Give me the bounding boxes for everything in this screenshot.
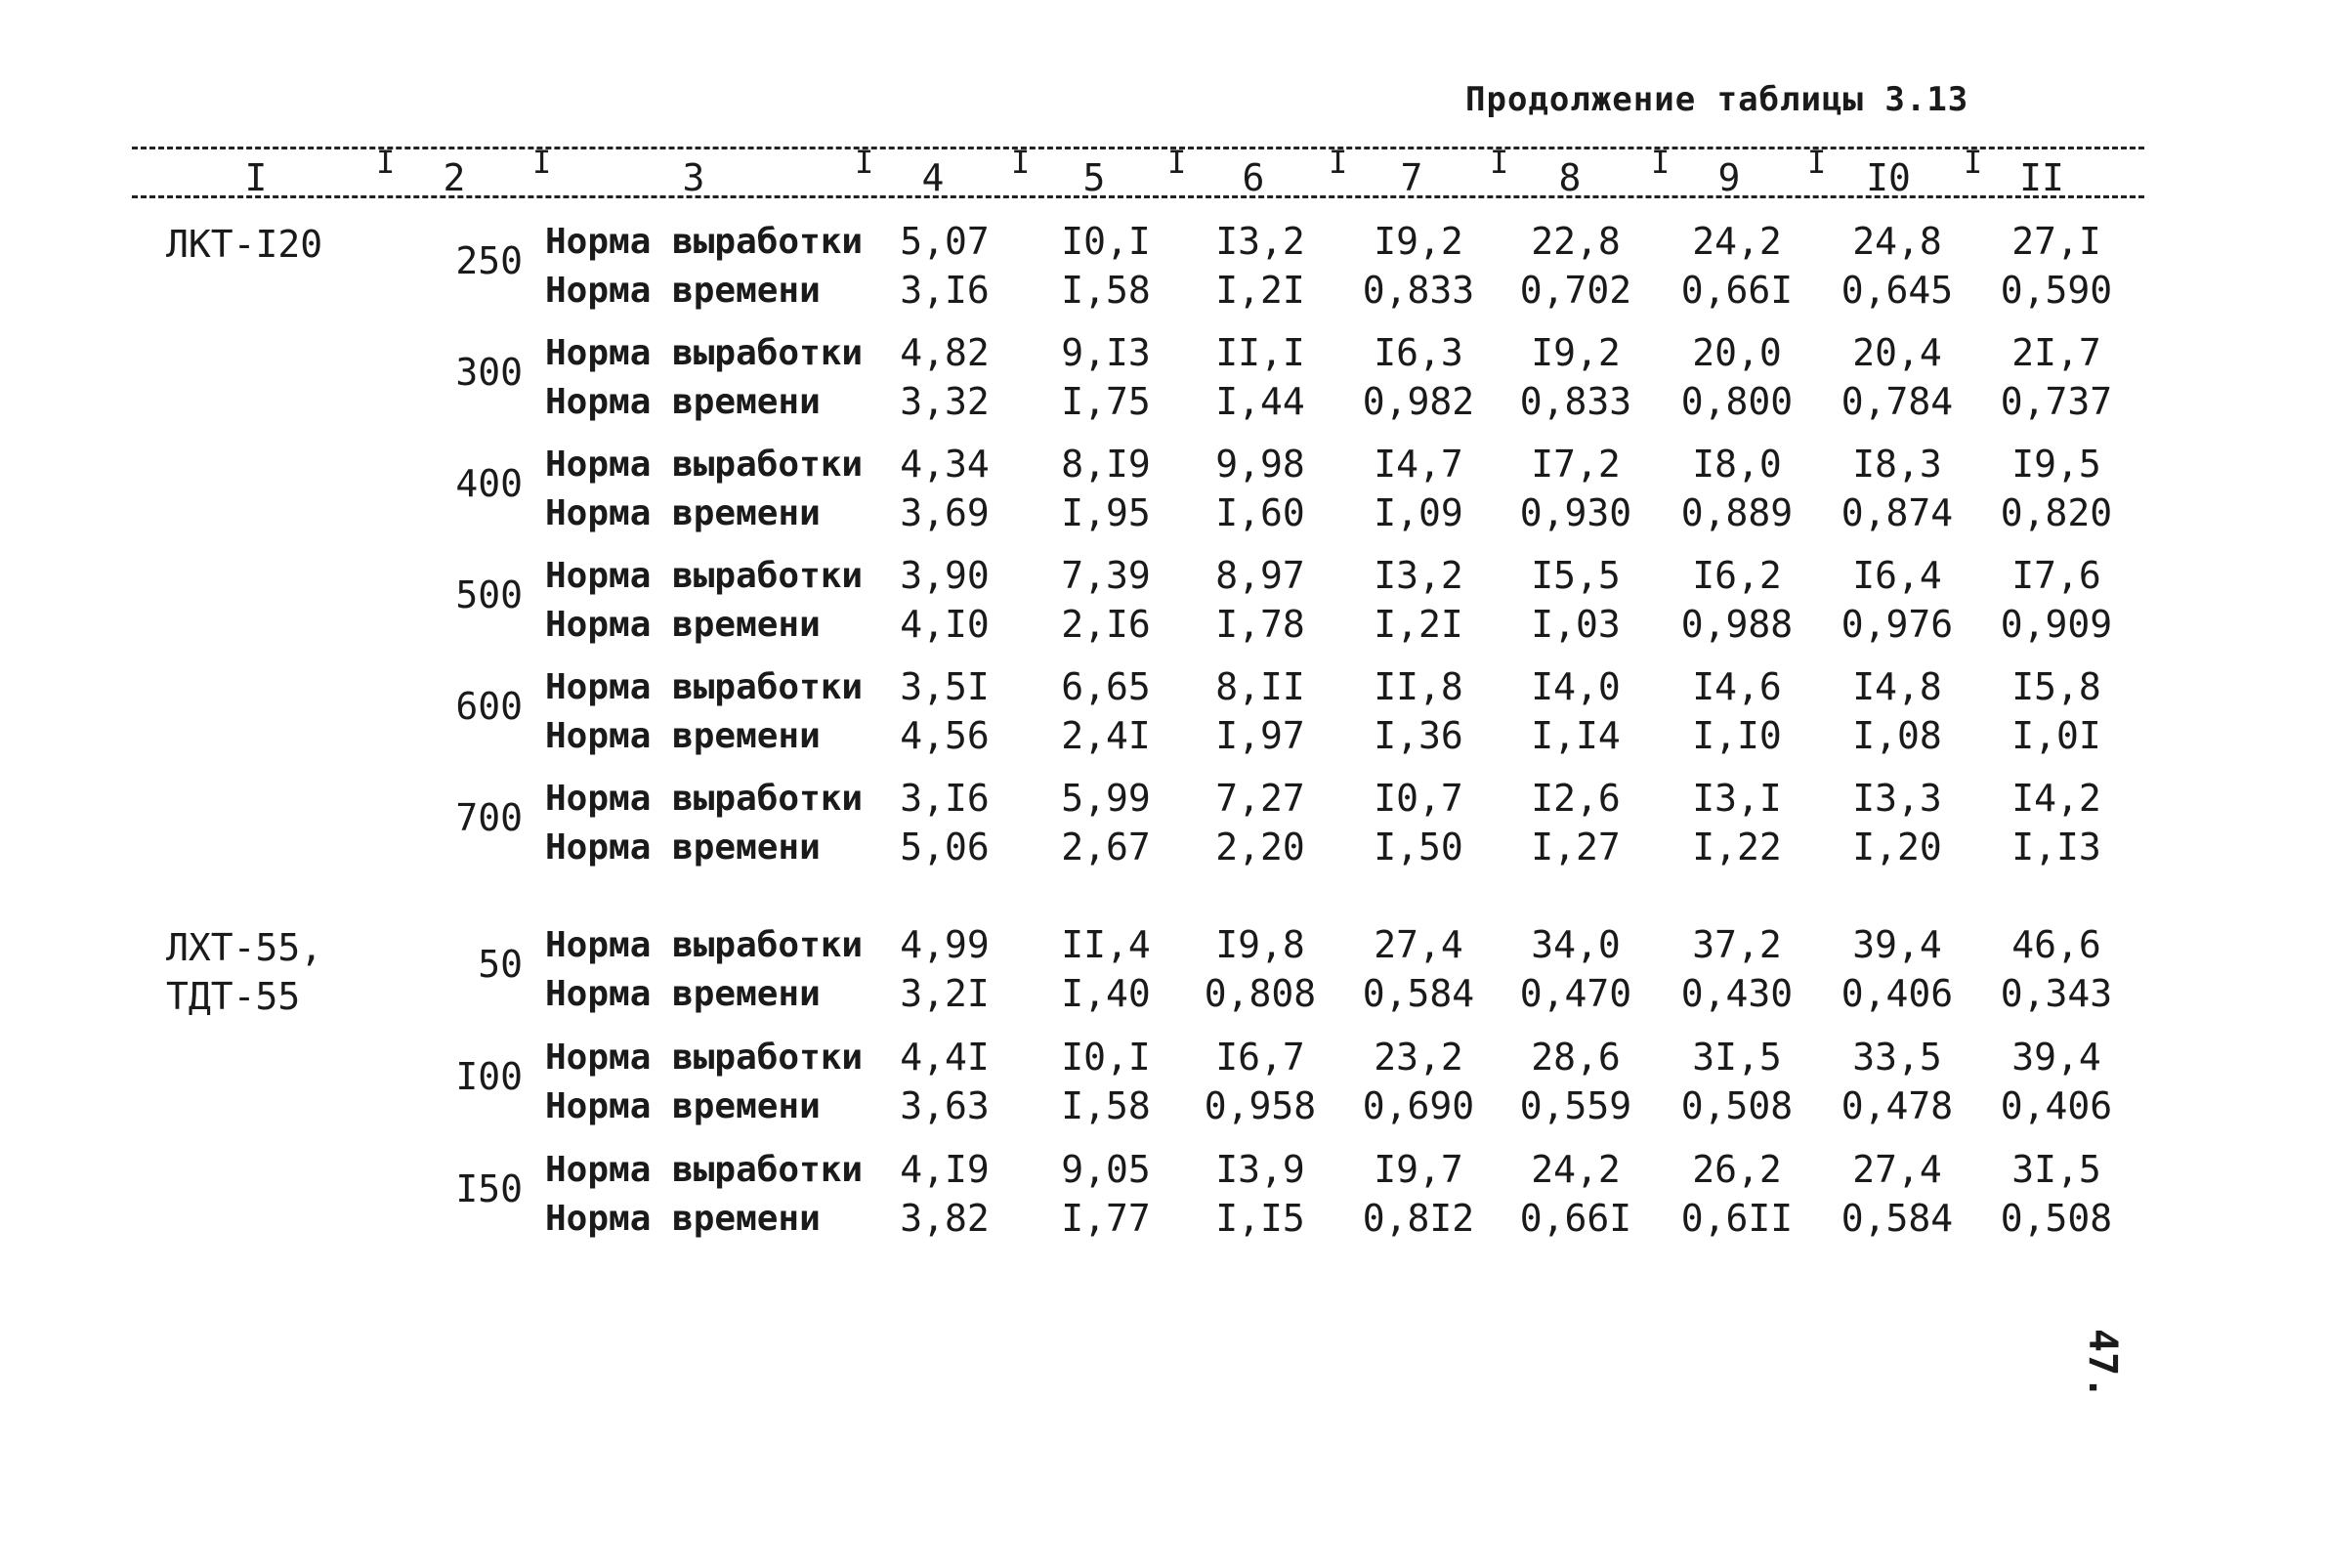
norm-time-value: 2,20 xyxy=(1215,826,1305,869)
norm-output-value: 9,98 xyxy=(1215,443,1305,486)
machine-name: ТДТ-55 xyxy=(166,975,301,1018)
norm-time-value: I,27 xyxy=(1531,826,1621,869)
norm-time-value: 0,430 xyxy=(1680,972,1794,1015)
norm-output-value: I2,6 xyxy=(1531,777,1621,820)
norm-time-value: 0,833 xyxy=(1519,380,1632,423)
norm-time-value: 0,584 xyxy=(1840,1197,1954,1240)
norm-time-value: 0,690 xyxy=(1362,1084,1475,1127)
norm-output-value: 27,4 xyxy=(1852,1148,1942,1191)
norm-output-value: I3,9 xyxy=(1215,1148,1305,1191)
norm-time-value: I,40 xyxy=(1061,972,1151,1015)
norm-time-value: 0,508 xyxy=(2000,1197,2113,1240)
norm-time-value: I,I3 xyxy=(2011,826,2101,869)
norm-time-value: I,2I xyxy=(1215,269,1305,312)
norm-time-label: Норма времени xyxy=(545,974,821,1014)
column-separator: I xyxy=(1964,144,1983,181)
norm-time-value: I,09 xyxy=(1374,491,1463,534)
norm-output-value: I3,3 xyxy=(1852,777,1942,820)
norm-output-value: 4,34 xyxy=(900,443,990,486)
norm-output-value: 27,4 xyxy=(1374,923,1463,966)
norm-output-value: 4,99 xyxy=(900,923,990,966)
norm-output-value: 7,27 xyxy=(1215,777,1305,820)
norm-time-label: Норма времени xyxy=(545,382,821,422)
norm-time-value: 0,820 xyxy=(2000,491,2113,534)
norm-output-label: Норма выработки xyxy=(545,1038,864,1078)
column-separator: I xyxy=(1011,144,1031,181)
power-value: 700 xyxy=(455,796,523,839)
norm-time-value: I,36 xyxy=(1374,714,1463,757)
norm-output-value: I0,I xyxy=(1061,220,1151,263)
norm-time-value: 0,645 xyxy=(1840,269,1954,312)
norm-output-value: I3,2 xyxy=(1374,554,1463,597)
norm-output-value: I9,2 xyxy=(1531,331,1621,374)
norm-time-value: I,75 xyxy=(1061,380,1151,423)
norm-time-value: 0,784 xyxy=(1840,380,1954,423)
norm-output-value: II,I xyxy=(1215,331,1305,374)
norm-time-value: 0,833 xyxy=(1362,269,1475,312)
column-separator: I xyxy=(532,144,552,181)
norm-output-value: I6,3 xyxy=(1374,331,1463,374)
norm-time-value: 3,32 xyxy=(900,380,990,423)
norm-output-value: I9,8 xyxy=(1215,923,1305,966)
norm-output-value: I4,0 xyxy=(1531,665,1621,708)
norm-output-label: Норма выработки xyxy=(545,779,864,819)
norm-output-value: I5,8 xyxy=(2011,665,2101,708)
norm-time-value: I,50 xyxy=(1374,826,1463,869)
norm-output-value: 22,8 xyxy=(1531,220,1621,263)
norm-output-value: I9,2 xyxy=(1374,220,1463,263)
norm-time-value: 0,976 xyxy=(1840,603,1954,646)
norm-output-value: 24,2 xyxy=(1531,1148,1621,1191)
column-header: 5 xyxy=(1082,156,1106,199)
norm-time-value: 0,737 xyxy=(2000,380,2113,423)
norm-output-value: I7,6 xyxy=(2011,554,2101,597)
power-value: 600 xyxy=(455,685,523,728)
norm-time-value: 0,470 xyxy=(1519,972,1632,1015)
norm-time-label: Норма времени xyxy=(545,716,821,756)
norm-output-value: 2I,7 xyxy=(2011,331,2101,374)
norm-time-value: 0,702 xyxy=(1519,269,1632,312)
norm-output-value: 27,I xyxy=(2011,220,2101,263)
norm-output-value: 3I,5 xyxy=(1692,1036,1782,1079)
norm-output-value: I4,7 xyxy=(1374,443,1463,486)
norm-time-value: I,44 xyxy=(1215,380,1305,423)
norm-time-value: 5,06 xyxy=(900,826,990,869)
norm-time-value: 0,808 xyxy=(1204,972,1317,1015)
norm-output-value: I4,2 xyxy=(2011,777,2101,820)
column-header: 8 xyxy=(1558,156,1582,199)
column-header: 9 xyxy=(1717,156,1741,199)
norm-output-value: 8,I9 xyxy=(1061,443,1151,486)
norm-time-value: I,97 xyxy=(1215,714,1305,757)
norm-output-value: I4,6 xyxy=(1692,665,1782,708)
norm-output-value: I9,7 xyxy=(1374,1148,1463,1191)
norm-output-label: Норма выработки xyxy=(545,1150,864,1190)
norm-time-value: I,60 xyxy=(1215,491,1305,534)
norm-time-value: 0,343 xyxy=(2000,972,2113,1015)
norm-time-value: 0,889 xyxy=(1680,491,1794,534)
norm-time-value: 0,590 xyxy=(2000,269,2113,312)
norm-output-value: 7,39 xyxy=(1061,554,1151,597)
norm-time-value: 0,930 xyxy=(1519,491,1632,534)
norm-output-value: I3,2 xyxy=(1215,220,1305,263)
norm-output-value: I0,7 xyxy=(1374,777,1463,820)
column-separator: I xyxy=(1329,144,1348,181)
column-separator: I xyxy=(1167,144,1187,181)
norm-output-value: I6,2 xyxy=(1692,554,1782,597)
norm-time-value: I,20 xyxy=(1852,826,1942,869)
norm-time-value: I,78 xyxy=(1215,603,1305,646)
power-value: 250 xyxy=(455,239,523,282)
norm-time-value: I,0I xyxy=(2011,714,2101,757)
norm-time-value: I,58 xyxy=(1061,269,1151,312)
norm-output-value: 3,90 xyxy=(900,554,990,597)
norm-output-value: 23,2 xyxy=(1374,1036,1463,1079)
norm-output-value: 3,I6 xyxy=(900,777,990,820)
norm-time-value: I,2I xyxy=(1374,603,1463,646)
norm-time-value: 0,909 xyxy=(2000,603,2113,646)
power-value: I00 xyxy=(455,1055,523,1098)
norm-output-value: 3,5I xyxy=(900,665,990,708)
norm-output-value: 39,4 xyxy=(2011,1036,2101,1079)
norm-time-value: 0,66I xyxy=(1519,1197,1632,1240)
norm-output-value: I5,5 xyxy=(1531,554,1621,597)
norm-time-value: I,77 xyxy=(1061,1197,1151,1240)
column-header: I0 xyxy=(1866,156,1911,199)
norm-time-value: 3,2I xyxy=(900,972,990,1015)
norm-time-value: 0,982 xyxy=(1362,380,1475,423)
norm-time-value: I,22 xyxy=(1692,826,1782,869)
machine-name: ЛХТ-55, xyxy=(166,926,323,969)
power-value: 300 xyxy=(455,351,523,394)
column-separator: I xyxy=(376,144,396,181)
norm-time-label: Норма времени xyxy=(545,493,821,533)
norm-output-label: Норма выработки xyxy=(545,556,864,596)
norm-time-value: I,95 xyxy=(1061,491,1151,534)
norm-time-value: 0,800 xyxy=(1680,380,1794,423)
norm-output-value: 5,07 xyxy=(900,220,990,263)
norm-time-value: I,03 xyxy=(1531,603,1621,646)
norm-time-value: 3,82 xyxy=(900,1197,990,1240)
norm-output-value: 6,65 xyxy=(1061,665,1151,708)
norm-output-value: 20,0 xyxy=(1692,331,1782,374)
norm-time-label: Норма времени xyxy=(545,605,821,645)
power-value: I50 xyxy=(455,1167,523,1210)
norm-output-value: 26,2 xyxy=(1692,1148,1782,1191)
norm-time-value: 0,958 xyxy=(1204,1084,1317,1127)
norm-time-value: 4,I0 xyxy=(900,603,990,646)
norm-time-value: 0,478 xyxy=(1840,1084,1954,1127)
power-value: 50 xyxy=(478,943,523,986)
norm-output-value: I7,2 xyxy=(1531,443,1621,486)
norm-output-value: 8,97 xyxy=(1215,554,1305,597)
norm-time-value: I,58 xyxy=(1061,1084,1151,1127)
column-header: 2 xyxy=(443,156,466,199)
norm-time-label: Норма времени xyxy=(545,1199,821,1239)
norm-time-value: 0,584 xyxy=(1362,972,1475,1015)
norm-output-value: 3I,5 xyxy=(2011,1148,2101,1191)
norm-time-value: 0,6II xyxy=(1680,1197,1794,1240)
norm-time-value: 0,66I xyxy=(1680,269,1794,312)
page-number: 47. xyxy=(2080,1329,2125,1400)
norm-output-value: 4,I9 xyxy=(900,1148,990,1191)
norm-output-value: 8,II xyxy=(1215,665,1305,708)
norm-output-value: 4,82 xyxy=(900,331,990,374)
norm-time-value: 0,406 xyxy=(2000,1084,2113,1127)
norm-time-value: 0,8I2 xyxy=(1362,1197,1475,1240)
machine-name: ЛКТ-I20 xyxy=(166,223,323,266)
norm-output-value: I0,I xyxy=(1061,1036,1151,1079)
norm-time-value: 0,508 xyxy=(1680,1084,1794,1127)
norm-output-value: 33,5 xyxy=(1852,1036,1942,1079)
norm-output-value: 37,2 xyxy=(1692,923,1782,966)
column-header: 7 xyxy=(1400,156,1423,199)
norm-output-label: Норма выработки xyxy=(545,333,864,373)
column-header: 3 xyxy=(682,156,705,199)
power-value: 500 xyxy=(455,573,523,616)
norm-output-value: I6,4 xyxy=(1852,554,1942,597)
norm-time-value: 3,69 xyxy=(900,491,990,534)
norm-output-value: II,8 xyxy=(1374,665,1463,708)
norm-time-value: 0,406 xyxy=(1840,972,1954,1015)
norm-output-label: Норма выработки xyxy=(545,667,864,707)
power-value: 400 xyxy=(455,462,523,505)
norm-output-value: I8,3 xyxy=(1852,443,1942,486)
norm-time-value: 0,988 xyxy=(1680,603,1794,646)
norm-time-value: 3,63 xyxy=(900,1084,990,1127)
norm-output-label: Норма выработки xyxy=(545,445,864,485)
norm-output-label: Норма выработки xyxy=(545,925,864,965)
norm-output-value: 39,4 xyxy=(1852,923,1942,966)
norm-output-value: I8,0 xyxy=(1692,443,1782,486)
column-separator: I xyxy=(1490,144,1509,181)
norm-time-value: 2,I6 xyxy=(1061,603,1151,646)
column-separator: I xyxy=(1651,144,1671,181)
norm-time-value: I,I5 xyxy=(1215,1197,1305,1240)
column-header: I xyxy=(244,156,268,199)
norm-time-value: 2,67 xyxy=(1061,826,1151,869)
norm-output-value: 4,4I xyxy=(900,1036,990,1079)
norm-output-value: I6,7 xyxy=(1215,1036,1305,1079)
norm-time-value: 0,559 xyxy=(1519,1084,1632,1127)
norm-output-value: 20,4 xyxy=(1852,331,1942,374)
norm-output-value: 9,05 xyxy=(1061,1148,1151,1191)
norm-time-label: Норма времени xyxy=(545,271,821,311)
norm-output-value: 9,I3 xyxy=(1061,331,1151,374)
column-header: 4 xyxy=(921,156,945,199)
norm-time-value: 0,874 xyxy=(1840,491,1954,534)
column-header: 6 xyxy=(1242,156,1265,199)
norm-output-value: I4,8 xyxy=(1852,665,1942,708)
norm-output-value: I9,5 xyxy=(2011,443,2101,486)
norm-output-value: I3,I xyxy=(1692,777,1782,820)
table-caption: Продолжение таблицы 3.13 xyxy=(1465,80,1969,119)
norm-time-value: I,08 xyxy=(1852,714,1942,757)
norm-output-value: 34,0 xyxy=(1531,923,1621,966)
norm-output-value: 46,6 xyxy=(2011,923,2101,966)
norm-output-value: 28,6 xyxy=(1531,1036,1621,1079)
norm-time-value: 2,4I xyxy=(1061,714,1151,757)
norm-output-value: 24,2 xyxy=(1692,220,1782,263)
header-top-rule xyxy=(132,147,2144,149)
norm-output-label: Норма выработки xyxy=(545,222,864,262)
norm-time-value: I,I4 xyxy=(1531,714,1621,757)
norm-time-label: Норма времени xyxy=(545,827,821,868)
column-separator: I xyxy=(1807,144,1827,181)
norm-time-value: 3,I6 xyxy=(900,269,990,312)
norm-output-value: II,4 xyxy=(1061,923,1151,966)
column-separator: I xyxy=(855,144,874,181)
column-header: II xyxy=(2019,156,2064,199)
norm-time-label: Норма времени xyxy=(545,1086,821,1126)
norm-time-value: 4,56 xyxy=(900,714,990,757)
norm-time-value: I,I0 xyxy=(1692,714,1782,757)
norm-output-value: 24,8 xyxy=(1852,220,1942,263)
norm-output-value: 5,99 xyxy=(1061,777,1151,820)
